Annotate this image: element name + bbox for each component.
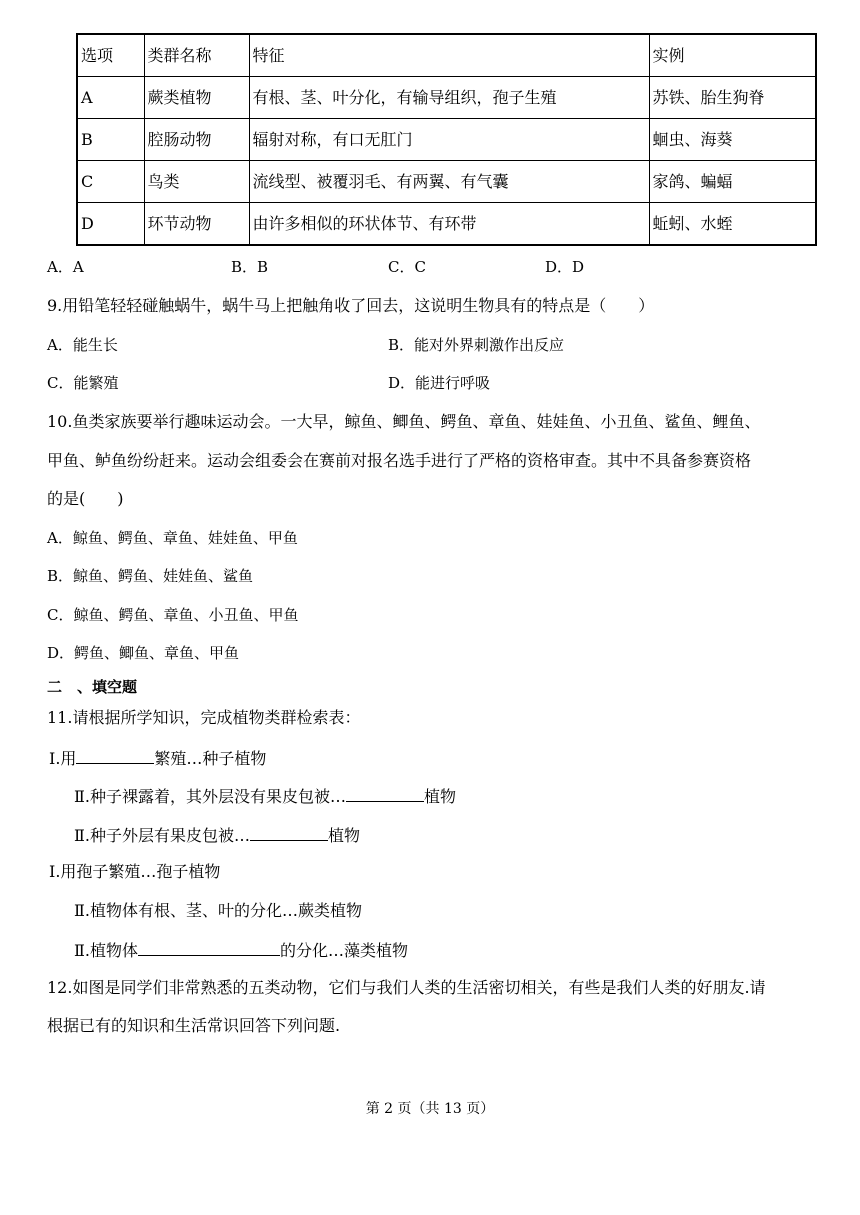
table-cell: 环节动物 xyxy=(144,203,249,246)
table-header-cell: 选项 xyxy=(77,34,144,77)
table-header-cell: 实例 xyxy=(649,34,816,77)
q8-option-b: B．B xyxy=(231,258,269,276)
q11-line3-suffix: 植物 xyxy=(327,826,360,845)
q8-option-d: D．D xyxy=(545,258,585,276)
table-cell: B xyxy=(77,119,144,161)
table-cell: A xyxy=(77,77,144,119)
table-cell: 辐射对称，有口无肛门 xyxy=(249,119,649,161)
table-row xyxy=(77,119,816,161)
table-cell: 鸟类 xyxy=(144,161,249,203)
table-row xyxy=(77,203,816,246)
q11-line6 xyxy=(74,939,408,961)
q9-option-d: D．能进行呼吸 xyxy=(388,374,491,392)
table-row xyxy=(77,77,816,119)
table-cell: 有根、茎、叶分化，有输导组织，孢子生殖 xyxy=(249,77,649,119)
q8-option-a: A．A xyxy=(47,258,84,276)
table-cell: 苏铁、胎生狗脊 xyxy=(649,77,816,119)
q11-blank-4[interactable] xyxy=(138,939,280,956)
q10-option-c: C．鲸鱼、鳄鱼、章鱼、小丑鱼、甲鱼 xyxy=(47,606,299,624)
table-row xyxy=(77,161,816,203)
table-cell: 流线型、被覆羽毛、有两翼、有气囊 xyxy=(249,161,649,203)
q10-stem-line3: 的是( ) xyxy=(47,489,124,508)
q11-line3 xyxy=(74,824,360,846)
q11-line5: Ⅱ.植物体有根、茎、叶的分化…蕨类植物 xyxy=(74,901,362,920)
table-cell: 蚯蚓、水蛭 xyxy=(649,203,816,246)
q12-line2: 根据已有的知识和生活常识回答下列问题. xyxy=(47,1016,341,1035)
q9-option-a: A．能生长 xyxy=(47,336,118,354)
q11-line2-prefix: Ⅱ.种子裸露着，其外层没有果皮包被… xyxy=(74,787,346,806)
q11-line2 xyxy=(74,785,456,807)
q9-stem: 9.用铅笔轻轻碰触蜗牛，蜗牛马上把触角收了回去，这说明生物具有的特点是（ ） xyxy=(47,296,655,315)
q11-line1-prefix: Ⅰ.用 xyxy=(49,749,77,768)
q9-option-c: C．能繁殖 xyxy=(47,374,119,392)
table-cell: 家鸽、蝙蝠 xyxy=(649,161,816,203)
q11-line3-prefix: Ⅱ.种子外层有果皮包被… xyxy=(74,826,250,845)
table-cell: C xyxy=(77,161,144,203)
q12-line1: 12.如图是同学们非常熟悉的五类动物，它们与我们人类的生活密切相关，有些是我们人类的好朋友.请 xyxy=(47,978,766,997)
table-header-row xyxy=(77,34,816,77)
q11-line6-suffix: 的分化…藻类植物 xyxy=(279,941,408,960)
table-cell: 腔肠动物 xyxy=(144,119,249,161)
q10-option-a: A．鲸鱼、鳄鱼、章鱼、娃娃鱼、甲鱼 xyxy=(47,529,298,547)
q10-stem-line1: 10.鱼类家族要举行趣味运动会。一大早，鲸鱼、鲫鱼、鳄鱼、章鱼、娃娃鱼、小丑鱼、鲨鱼、鲤鱼、 xyxy=(47,412,761,431)
q11-blank-1[interactable] xyxy=(76,747,154,764)
section-heading: 二 、填空题 xyxy=(47,678,138,696)
q10-option-b: B．鲸鱼、鳄鱼、娃娃鱼、鲨鱼 xyxy=(47,567,254,585)
q8-option-c: C．C xyxy=(388,258,426,276)
q11-line2-suffix: 植物 xyxy=(423,787,456,806)
table-header-cell: 类群名称 xyxy=(144,34,249,77)
q10-option-d: D．鳄鱼、鲫鱼、章鱼、甲鱼 xyxy=(47,644,240,662)
q10-stem-line2: 甲鱼、鲈鱼纷纷赶来。运动会组委会在赛前对报名选手进行了严格的资格审查。其中不具备参赛资格 xyxy=(47,451,752,470)
q11-line1-suffix: 繁殖…种子植物 xyxy=(154,749,267,768)
table-cell: 蛔虫、海葵 xyxy=(649,119,816,161)
table-cell: 由许多相似的环状体节、有环带 xyxy=(249,203,649,246)
q11-stem: 11.请根据所学知识，完成植物类群检索表： xyxy=(47,708,361,727)
q11-line4: Ⅰ.用孢子繁殖…孢子植物 xyxy=(49,862,221,881)
q11-line6-prefix: Ⅱ.植物体 xyxy=(74,941,138,960)
q11-blank-3[interactable] xyxy=(250,824,328,841)
table-cell: D xyxy=(77,203,144,246)
q9-option-b: B．能对外界刺激作出反应 xyxy=(388,336,565,354)
table-cell: 蕨类植物 xyxy=(144,77,249,119)
q11-line1 xyxy=(49,747,266,769)
page-footer: 第 2 页（共 13 页） xyxy=(365,1101,495,1117)
q11-blank-2[interactable] xyxy=(346,785,424,802)
classification-table xyxy=(76,33,817,246)
table-header-cell: 特征 xyxy=(249,34,649,77)
